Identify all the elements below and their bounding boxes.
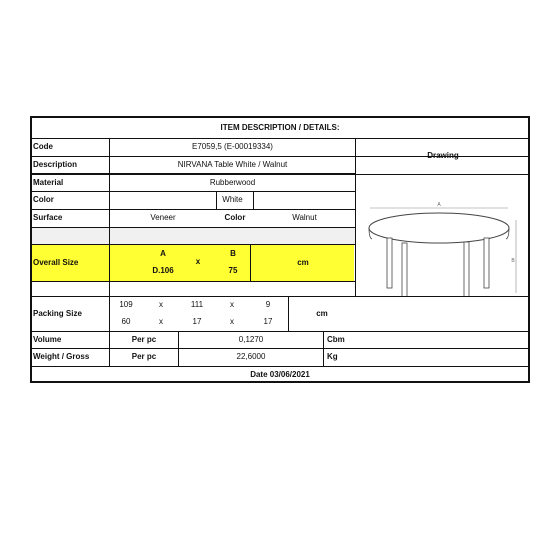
overall-size-label: Overall Size (33, 258, 79, 267)
code-value: E7059,5 (E-00019334) (192, 142, 273, 151)
packing-row2-x2: x (230, 317, 234, 326)
table-leg (402, 243, 407, 296)
surface-label: Surface (33, 213, 63, 222)
overall-size-x: x (195, 257, 201, 266)
packing-row1-x1: x (159, 300, 163, 309)
weight-per: Per pc (131, 352, 157, 361)
packing-row2-x1: x (159, 317, 163, 326)
divider (30, 227, 355, 228)
material-value: Rubberwood (209, 177, 256, 187)
overall-size-b-value: 75 (228, 266, 238, 275)
weight-value: 22,6000 (236, 352, 266, 361)
material-label: Material (33, 177, 64, 187)
table-leg (387, 238, 392, 288)
surface-color-value: Walnut (292, 213, 317, 222)
code-label: Code (33, 142, 53, 151)
spec-sheet (30, 116, 530, 386)
volume-unit: Cbm (327, 334, 345, 344)
overall-size-unit: cm (297, 258, 309, 267)
color-value: White (222, 195, 243, 204)
color-label: Color (33, 195, 54, 204)
packing-row1-dim3: 9 (265, 300, 271, 309)
table-leg (464, 242, 469, 296)
volume-value: 0,1270 (238, 334, 264, 344)
overall-size-a-value: D.106 (152, 266, 174, 275)
weight-label: Weight / Gross (33, 352, 90, 361)
spacer-row (32, 228, 356, 244)
overall-size-b-label: B (230, 249, 236, 258)
description-value: NIRVANA Table White / Walnut (177, 159, 288, 169)
volume-per: Per pc (131, 334, 157, 344)
sheet-title: ITEM DESCRIPTION / DETAILS: (220, 123, 340, 132)
surface-value: Veneer (150, 213, 176, 222)
drawing-label: Drawing (427, 151, 459, 160)
surface-color-label: Color (224, 213, 246, 222)
packing-row1-x2: x (230, 300, 234, 309)
packing-row2-dim1: 60 (121, 317, 131, 326)
sheet-date: Date 03/06/2021 (250, 369, 310, 379)
dimension-a-label: A (437, 202, 441, 208)
dimension-b-label: B (511, 258, 515, 264)
round-table-illustration (356, 176, 530, 296)
packing-row1-dim2: 111 (190, 300, 204, 309)
packing-size-unit: cm (316, 308, 328, 318)
table-leg (484, 238, 489, 288)
packing-row2-dim3: 17 (263, 317, 273, 326)
description-label: Description (33, 159, 78, 169)
packing-size-label: Packing Size (33, 308, 82, 318)
divider (30, 281, 355, 282)
weight-unit: Kg (327, 352, 338, 361)
packing-row1-dim1: 109 (119, 300, 133, 309)
packing-row2-dim2: 17 (192, 317, 202, 326)
overall-size-a-label: A (160, 249, 166, 258)
volume-label: Volume (33, 334, 62, 344)
